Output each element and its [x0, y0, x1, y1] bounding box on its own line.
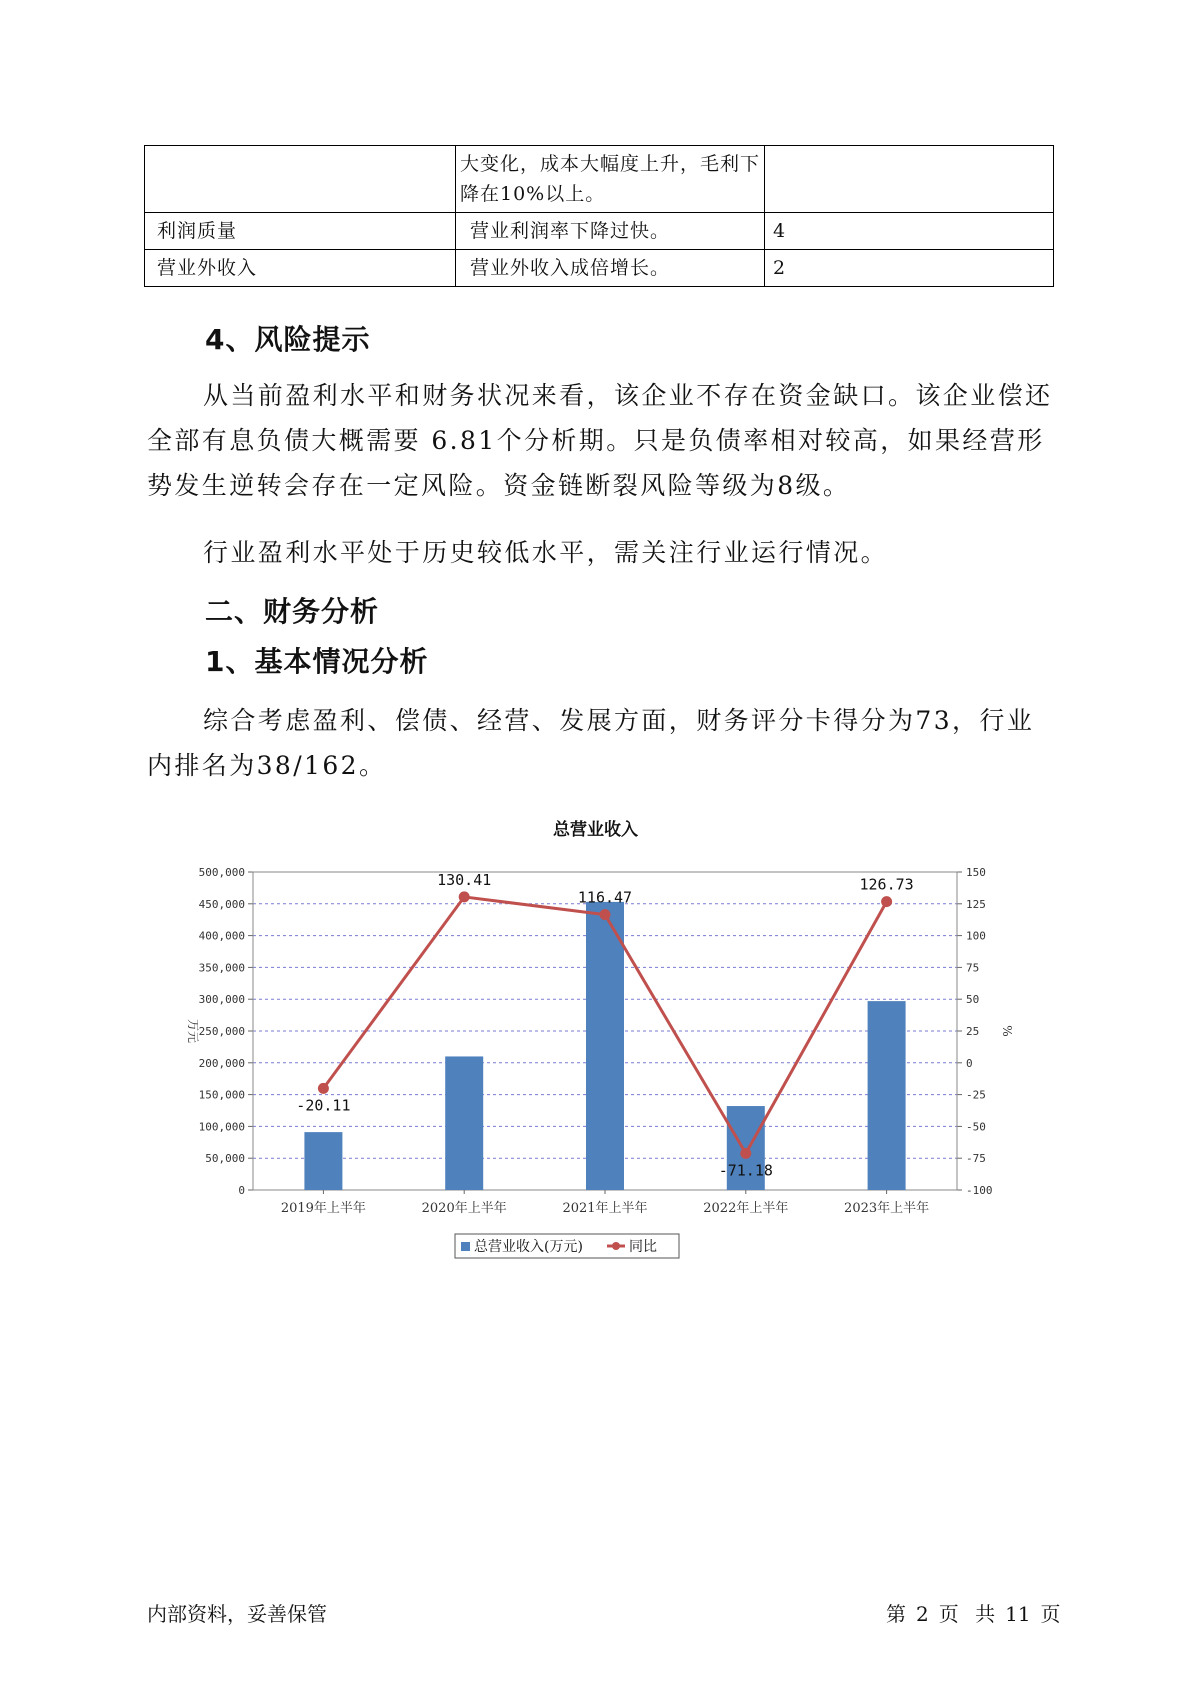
page-num: 2 [916, 1602, 929, 1626]
revenue-bar [868, 1001, 906, 1190]
y-right-tick-label: 150 [966, 866, 986, 879]
yoy-data-label: -71.18 [718, 1161, 773, 1180]
y-right-tick-label: 50 [966, 993, 980, 1007]
yoy-data-label: 126.73 [859, 875, 914, 894]
risk-paragraph-2: 行业盈利水平处于历史较低水平，需关注行业运行情况。 [203, 538, 889, 567]
revenue-bar [586, 902, 624, 1190]
legend-bar-swatch [461, 1242, 470, 1251]
x-tick-label: 2021年上半年 [562, 1201, 648, 1216]
total-label-b: 页 [1040, 1602, 1061, 1626]
y-right-tick-label: 25 [966, 1025, 980, 1038]
table-cell: 营业外收入 [145, 250, 456, 287]
x-tick-label: 2019年上半年 [280, 1201, 366, 1216]
y-right-tick-label: 125 [966, 897, 986, 911]
table-cell [765, 146, 1054, 213]
risk-paragraph-1: 从当前盈利水平和财务状况来看，该企业不存在资金缺口。该企业偿还全部有息负债大概需要 6.81个分析期。只是负债率相对较高，如果经营形势发生逆转会存在一定风险。资金链断裂风险等级为8级。 [147, 381, 1053, 500]
y-left-tick-label: 350,000 [198, 961, 245, 975]
table-row [145, 146, 1054, 213]
y-left-tick-label: 500,000 [198, 866, 245, 879]
revenue-bar [445, 1056, 483, 1190]
table-cell: 营业外收入成倍增长。 [456, 250, 765, 287]
revenue-chart [175, 840, 1015, 1280]
y-right-axis-title: % [1000, 1025, 1014, 1037]
revenue-bar [304, 1132, 342, 1190]
total-num: 11 [1005, 1602, 1031, 1626]
total-label-a: 共 [975, 1602, 996, 1626]
y-left-tick-label: 100,000 [198, 1120, 245, 1134]
page-label-a: 第 [886, 1602, 906, 1626]
y-left-tick-label: 300,000 [198, 993, 245, 1007]
yoy-point [600, 909, 611, 920]
risk-table [144, 145, 1054, 287]
y-left-tick-label: 450,000 [198, 897, 245, 911]
yoy-point [318, 1083, 329, 1094]
y-right-tick-label: -75 [966, 1152, 986, 1166]
table-cell: 大变化，成本大幅度上升，毛利下降在10%以上。 [456, 146, 765, 213]
y-right-tick-label: -100 [966, 1184, 993, 1197]
y-right-tick-label: 75 [966, 961, 980, 975]
chart-title: 总营业收入 [553, 820, 638, 840]
table-cell: 营业利润率下降过快。 [456, 213, 765, 250]
x-tick-label: 2023年上半年 [844, 1201, 930, 1216]
page-number [886, 1598, 1071, 1627]
y-left-tick-label: 150,000 [198, 1088, 245, 1102]
table-row [145, 213, 1054, 250]
table-cell: 2 [765, 250, 1054, 287]
yoy-data-label: 130.41 [437, 870, 492, 889]
yoy-point [740, 1148, 751, 1159]
y-right-tick-label: 0 [966, 1056, 973, 1070]
y-left-tick-label: 50,000 [205, 1152, 245, 1166]
x-tick-label: 2020年上半年 [421, 1201, 507, 1216]
table-cell [145, 146, 456, 213]
sub-heading-basic: 1、基本情况分析 [205, 645, 429, 678]
y-right-tick-label: 100 [966, 929, 986, 943]
table-cell: 4 [765, 213, 1054, 250]
table-cell: 利润质量 [145, 213, 456, 250]
y-left-tick-label: 0 [238, 1184, 245, 1197]
yoy-point [459, 891, 470, 902]
legend-bar-label: 总营业收入(万元) [474, 1239, 583, 1255]
basic-paragraph: 综合考虑盈利、偿债、经营、发展方面，财务评分卡得分为73，行业内排名为38/162。 [147, 706, 1035, 780]
section-heading-financial: 二、财务分析 [205, 595, 380, 628]
y-right-tick-label: -50 [966, 1120, 986, 1134]
y-right-tick-label: -25 [966, 1088, 986, 1102]
yoy-point [881, 896, 892, 907]
footer-note: 内部资料，妥善保管 [147, 1602, 327, 1626]
legend-line-label: 同比 [629, 1239, 657, 1255]
legend-line-marker [612, 1242, 620, 1250]
y-left-axis-title: 万元 [186, 1018, 200, 1044]
yoy-data-label: -20.11 [296, 1096, 351, 1115]
y-left-tick-label: 200,000 [198, 1056, 245, 1070]
yoy-data-label: 116.47 [577, 888, 633, 907]
y-left-tick-label: 400,000 [198, 929, 245, 943]
x-tick-label: 2022年上半年 [703, 1201, 789, 1216]
y-left-tick-label: 250,000 [198, 1025, 245, 1038]
table-row [145, 250, 1054, 287]
page-label-b: 页 [938, 1602, 959, 1626]
section-heading-risk: 4、风险提示 [205, 323, 371, 356]
